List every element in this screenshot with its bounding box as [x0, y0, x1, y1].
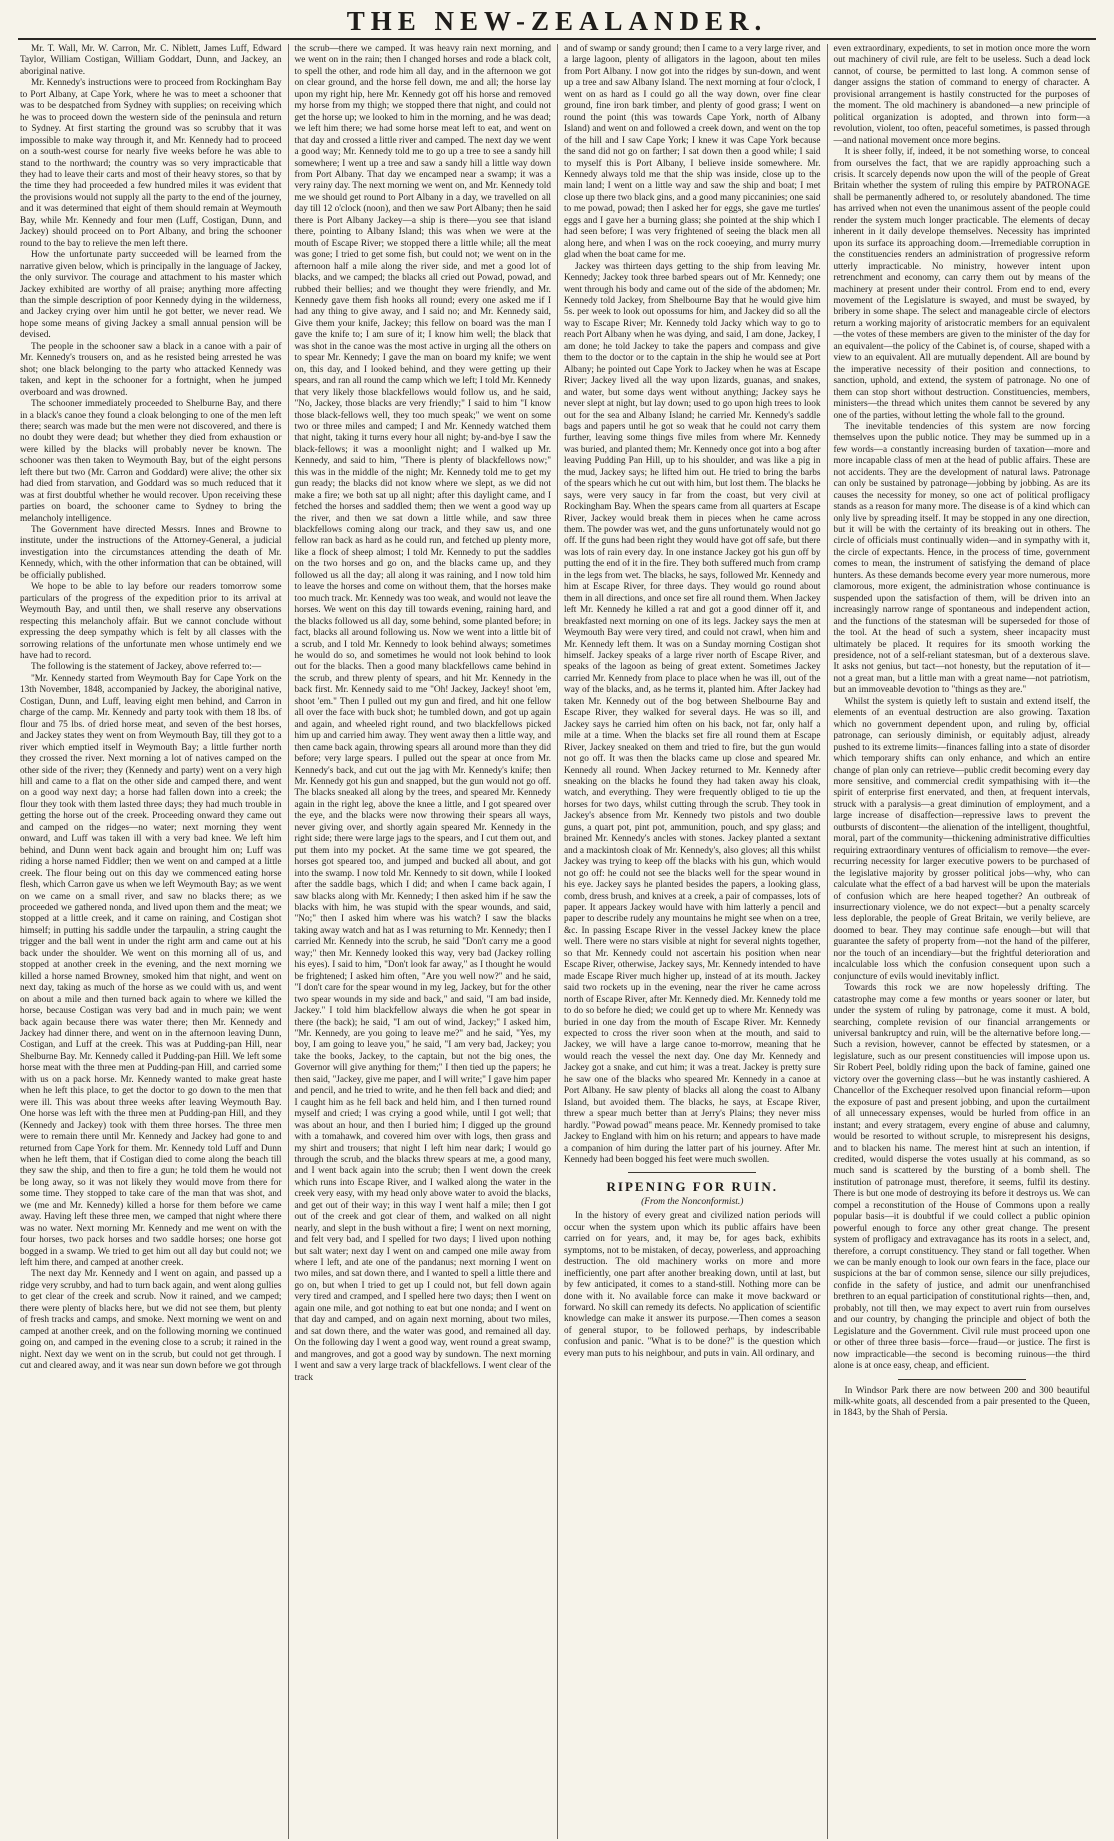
paragraph: In Windsor Park there are now between 200 and 300 beautiful milk-white goats, all descended from a pair presented to the Queen, in 1843, by the Shah of Persia. — [833, 1385, 1090, 1419]
column-2 — [288, 44, 558, 1839]
column-4-footer — [834, 1386, 1091, 1420]
columns — [18, 44, 1096, 1839]
paragraph: Whilst the system is quietly left to sustain and extend itself, the elements of an eventual destruction are also growing. Taxation which no government dependent upon, and ruling by, official patronage, can seriously diminish, or equitably adjust, already pushed to its extreme limits—finances falling into a state of disorder which temporary shifts can only enhance, and which an entire change of plan only can retrieve—public credit becoming every day more sensitive, and commercial credit sympathising with it—the spirit of enterprise first enervated, and then, at frequent intervals, struck with a paralysis—a great diminution of employment, and a large increase of disaffection—repressive laws to prevent the outbursts of discontent—the alienation of the intelligent, thoughtful, moral, part of the community—thickening administrative difficulties requiring extraordinary ventures of officialism to remove—the ever-recurring necessity for larger executive powers to be purchased of the legislative majority by grosser political jobs—why, who can calculate what the effect of a bad harvest will be upon the materials of confusion which are here heaped together? An outbreak of insurrectionary violence, we do not expect—but a penalty scarcely less deplorable, the people of Great Britain, we verily believe, are doomed to bear. They may continue safe enough—but will that guarantee the safety of property from—not the hand of the pilferer, nor the touch of an incendiary—but the frightful deterioration and incalculable loss which the confusion consequent upon such a conjuncture of evils would inevitably inflict. — [833, 696, 1090, 982]
paragraph: The schooner immediately proceeded to Shelburne Bay, and there in a black's canoe they found a cloak belonging to one of the men left there; search was made but the men were not discovered, and there is no doubt they were dead; but whether they died from exhaustion or were killed by the blacks will probably never be known. The schooner was then taken to Weymouth Bay, but of the eight persons left there but two (Mr. Carron and Goddard) were alive; the other six had died from starvation, and Goddard was so much reduced that it was at first doubtful whether he would recover. Upon receiving these parties on board, the schooner came to Sydney to bring the melancholy intelligence. — [20, 399, 282, 524]
paragraph: even extraordinary, expedients, to set in motion once more the worn out machinery of civil rule, are felt to be useless. Such a dead lock cannot, of course, be permitted to last long. A common sense of danger assigns the station of command to energy of character. A provisional arrangement is hastily constructed for the purposes of the moment. The old machinery is abandoned—a new principle of political organization is adopted, and thrown into form—a revolution, violent, too often, peaceful sometimes, is passed through—and national movement once more begins. — [833, 44, 1090, 146]
paragraph: How the unfortunate party succeeded will be learned from the narrative given below, which is principally in the language of Jackey, the only survivor. The courage and attachment to his master which Jackey exhibited are worthy of all praise; anything more affecting than the simple description of poor Kennedy dying in the wilderness, and Jackey crying over him until he got better, we never read. We hope some means of giving Jackey a small annual pension will be devised. — [20, 250, 282, 341]
column-4-body — [834, 44, 1091, 1373]
column-3-bottom — [564, 1211, 821, 1360]
divider-rule-2 — [898, 1379, 1026, 1380]
masthead: THE NEW-ZEALANDER. — [18, 4, 1096, 40]
paragraph: "Mr. Kennedy started from Weymouth Bay for Cape York on the 13th November, 1848, accompanied by Jackey, the aboriginal native, Costigan, Dunn, and Luff, leaving eight men behind, and Carron in charge of the camp. Mr. Kennedy and party took with them 18 lbs. of flour and 75 lbs. of dried horse meat, and seven of the best horses, and Jackey states they went on from Weymouth Bay, till they got to a river which emptied itself in Weymouth Bay; a little further north they crossed the river. Next morning a lot of natives camped on the other side of the river; they (Kennedy and party) went on a very high hill and came to a flat on the other side and camped there, and went on a good way next day; a horse had fallen down into a creek; the flour they took with them lasted three days; they had much trouble in getting the horse out of the creek. Proceeding onward they came out and camped on the ridges—no water; next morning they went onward, and Luff was taken ill with a very bad knee. We left him behind, and Dunn went back again and brought him on; Luff was riding a horse named Fiddler; then we went on and camped at a little creek. The flour being out on this day we commenced eating horse flesh, which Carron gave us when we left Weymouth Bay; as we went on we came on a small river, and saw no blacks there; as we proceeded we gathered nonda, and lived upon them and the meat; we stopped at a little creek, and it came on raining, and Costigan shot himself; in putting his saddle under the tarpaulin, a string caught the trigger and the ball went in under the right arm and came out at his back under the shoulder. We went on this morning all of us, and stopped at another creek in the evening, and the next morning we killed a horse named Browney, smoked him that night, and went on next day, taking as much of the horse as we could with us, and went on about a mile and then turned back again to where we killed the horse, because Costigan was very bad and in much pain; we went back again because there was water there; then Mr. Kennedy and Jackey had dinner there, and went on in the afternoon leaving Dunn, Costigan, and Luff at the creek. This was at Pudding-pan Hill, near Shelburne Bay. Mr. Kennedy called it Pudding-pan Hill. We left some horse meat with the three men at Pudding-pan Hill, and carried some with us on a pack horse. Mr. Kennedy wanted to make great haste when he left this place, to get the doctor to go down to the men that were ill. This was about three weeks after leaving Weymouth Bay. One horse was left with the three men at Pudding-pan Hill, and they (Kennedy and Jackey) took with them three horses. The three men were to remain there until Mr. Kennedy and Jackey had gone to and returned from Cape York for them. Mr. Kennedy told Luff and Dunn when he left them, that if Costigan died to come along the beach till they saw the ship, and then to fire a gun; he told them he would not be long away, so it was not likely they would move from there for some time. They stopped to take care of the man that was shot, and we (me and Mr. Kennedy) killed a horse for them before we came away. Having left these three men, we camped that night where there was no water. Next morning Mr. Kennedy and me went on with the four horses, two pack horses and two saddle horses; one horse got bogged in a swamp. We tried to get him out all day but could not; we left him there, and camped at another creek. — [20, 673, 282, 1269]
paragraph: Jackey was thirteen days getting to the ship from leaving Mr. Kennedy; Jackey took three barbed spears out of Mr. Kennedy; one went through his body and came out of the side of the abdomen; Mr. Kennedy told Jackey, from Shelbourne Bay that he would give him 5s. per week to look out opossums for him, and Jackey did so all the way to Escape River; Mr. Kennedy told Jacky which way to go to reach Port Albany when he was dying, and said, I am done, Jackey, I am done; he told Jackey to take the papers and compass and give them to the doctor or to the captain in the ship he would see at Port Albany; he pointed out Cape York to Jackey when he was at Escape River; Jackey lived all the way upon lizards, guanas, and snakes, and water, but some days went without anything; Jackey says he never slept at night, but lay down; used to go upon high trees to look out for the sea and Albany Island; he carried Mr. Kennedy's saddle bags and papers until he got so weak that he could not carry them further, leaving some things five miles from where Mr. Kennedy was buried, and planted them; Mr. Kennedy once got into a bog after leaving Pudding Pan Hill, up to his shoulder, and was like a pig in the mud, Jackey says; he lifted him out. He tried to bring the barbs of the spears which he cut out with him, but lost them. The blacks he says, were very saucy in far from the coast, but very civil at Rockingham Bay. When the spears came from all quarters at Escape River, Jackey would break them in pieces when he came across them. The powder was wet, and the guns unfortunately would not go off. If the guns had been right they would have got off safe, but there was lots of rain every day. In one instance Jackey got his gun off by putting the end of it in the fire. They both suffered much from cramp in the legs from wet. The blacks, he says, followed Mr. Kennedy and him at Escape River, for three days. They would go round about them in all directions, and once set fire all round them. When Jackey left Mr. Kennedy he killed a rat and got a good dinner off it, and breakfasted next morning on one of its legs. Jackey says the men at Weymouth Bay were very tired, and could not crawl, when him and Mr. Kennedy left them. It was on a Sunday morning Costigan shot himself. Jackey speaks of a large river north of Escape River, and speaks of the lagoon as being of great extent. Sometimes Jackey carried Mr. Kennedy from place to place when he was ill, out of the way of the blacks, and, as he terms it, planted him. After Jackey had taken Mr. Kennedy out of the bog between Shelbourne Bay and Escape River, they walked for several days. He was so ill, and Jackey says he carried him often on his back, not far, only half a mile at a time. When the blacks set fire all round them at Escape River, Jackey sneaked on them and tried to fire, but the gun would not go off. It was then the blacks came up close and speared Mr. Kennedy all round. When Jackey returned to Mr. Kennedy after sneaking on the blacks he found they had taken away his cloak, watch, and everything. They were frequently obliged to tie up the horses for two days, whilst cutting through the scrub. They took in Jackey's absence from Mr. Kennedy two pistols and two double guns, a quart pot, pint pot, ammunition, pouch, and spy glass; and brained Mr. Kennedy's ancles with stones. Jackey planted a sextant and a mackintosh cloak of Mr. Kennedy's, also gloves; all this whilst Jackey was trying to keep off the blacks with his gun, which would not go off: he could not see the blacks well for the spear wound in his eye. Jackey says he planted besides the papers, a looking glass, comb, dress brush, and knives at a creek, a pair of compasses, lots of paper. It appears Jackey would have with him latterly a pencil and paper to describe rudely any mountains he might see when on a tree, &c. In passing Escape River in the vessel Jackey knew the place well. There were no stars visible at night for several nights together, so that Mr. Kennedy could not ascertain his position when near Escape River, otherwise, Jackey says, Mr. Kennedy intended to have made Escape River much higher up, instead of at its mouth. Jackey said two rockets up in the evening, near the river he came across north of Escape River, after Mr. Kennedy died. Mr. Kennedy told me to do so before he died; we could get up to where Mr. Kennedy was buried in one day from the mouth of Escape River. Mr. Kennedy expected to cross the river soon when at the mouth, and said to Jackey, we will have a large canoe to-morrow, meaning that he would reach the vessel the next day. One day Mr. Kennedy and Jackey got a snake, and cut him; it was a treat. Jackey is pretty sure he saw one of the blacks who speared Mr. Kennedy in a canoe at Port Albany. He saw plenty of blacks all along the coast to Albany Island, but avoided them. The blacks, he says, at Escape River, threw a spear much better than at Jerry's Plains; they never miss hardly. "Powad powad" means peace. Mr. Kennedy promised to take Jackey to England with him on his return; and appears to have made a companion of him during the latter part of his journey. After Mr. Kennedy had been bogged his feet were much swollen. — [564, 261, 821, 1165]
paragraph: the scrub—there we camped. It was heavy rain next morning, and we went on in the rain; then I changed horses and rode a black colt, to spell the other, and rode him all day, and in the afternoon we got on clear ground, and the horse fell down, me and all; the horse lay upon my right hip, here Mr. Kennedy got off his horse and removed my horse from my thigh; we stopped there that night, and could not get the horse up; we looked to him in the morning, and he was dead; we left him there; we had some horse meat left to eat, and went on that day and crossed a little river and camped. The next day we went a good way; Mr. Kennedy told me to go up a tree to see a sandy hill somewhere; I went up a tree and saw a sandy hill a little way down from Port Albany. That day we encamped near a swamp; it was a very rainy day. The next morning we went on, and Mr. Kennedy told me we should get round to Port Albany in a day, we travelled on all day till 12 o'clock (noon), and then we saw Port Albany; then he said there is Port Albany Jackey—a ship is there—you see that island there, pointing to Albany Island; this was when we were at the mouth of Escape River; we stopped there a little while; all the meat was gone; I tried to get some fish, but could not; we went on in the afternoon half a mile along the river side, and met a good lot of blacks, and we camped; the blacks all cried out Powad, powad, and rubbed their bellies; and we thought they were friendly, and Mr. Kennedy gave them fish hooks all round; every one asked me if I had any thing to give away, and I said no; and Mr. Kennedy said, Give them your knife, Jackey; this fellow on board was the man I gave the knife to; I am sure of it; I know him well; the black that was shot in the canoe was the most active in urging all the others on to spear Mr. Kennedy; I gave the man on board my knife; we went on, this day, and I looked behind, and they were getting up their spears, and ran all round the camp which we left; I told Mr. Kennedy that very likely those blackfellows would follow us, and he said, "No, Jackey, those blacks are very friendly;" I said to him "I know those black-fellows well, they too much speak;" we went on some two or three miles and camped; I and Mr. Kennedy watched them that night, taking it turns every hour all night; by-and-bye I saw the black-fellows; it was a moonlight night; and I walked up Mr. Kennedy, and said to him, "There is plenty of blackfellows now;" this was in the middle of the night; Mr. Kennedy told me to get my gun ready; the blacks did not know where we slept, as we did not make a fire; we both sat up all night; after this daylight came, and I fetched the horses and saddled them; then we went a good way up the river, and then we sat down a little while, and saw three blackfellows coming along our track, and they saw us, and one fellow ran back as hard as he could run, and fetched up plenty more, like a flock of sheep almost; I told Mr. Kennedy to put the saddles on the two horses and go on, and the blacks came up, and they followed us all the day; all along it was raining, and I now told him to leave the horses and come on without them, that the horses make too much track. Mr. Kennedy was too weak, and would not leave the horses. We went on this day till towards evening, raining hard, and the blacks followed us all day, some behind, some planted before; in fact, blacks all around following us. Now we went into a little bit of a scrub, and I told Mr. Kennedy to look behind always; sometimes he would do so, and sometimes he would not look behind to look out for the blacks. Then a good many blackfellows came behind in the scrub, and threw plenty of spears, and hit Mr. Kennedy in the back first. Mr. Kennedy said to me "Oh! Jackey, Jackey! shoot 'em, shoot 'em." Then I pulled out my gun and fired, and hit one fellow all over the face with buck shot; he tumbled down, and got up again and again, and wheeled right round, and two blackfellows picked him up and carried him away. They went away then a little way, and then came back again, throwing spears all around more than they did before; very large spears. I pulled out the spear at once from Mr. Kennedy's back, and cut out the jag with Mr. Kennedy's knife; then Mr. Kennedy got his gun and snapped, but the gun would not go off. The blacks sneaked all along by the trees, and speared Mr. Kennedy again in the right leg, above the knee a little, and I got speared over the eye, and the blacks were now throwing their spears all ways, never giving over, and shortly again speared Mr. Kennedy in the right side; there were large jags to the spears, and I cut them out, and put them into my pocket. At the same time we got speared, the horses got speared too, and jumped and bucked all about, and got into the swamp. I now told Mr. Kennedy to sit down, while I looked after the saddle bags, which I did; and when I came back again, I saw blacks along with Mr. Kennedy; I then asked him if he saw the blacks with him, he was stupid with the spear wounds, and said, "No;" then I asked him where was his watch? I saw the blacks taking away watch and hat as I was returning to Mr. Kennedy; then I carried Mr. Kennedy into the scrub, he said "Don't carry me a good way;" then Mr. Kennedy looked this way, very bad (Jackey rolling his eyes). I said to him, "Don't look far away," as I thought he would be frightened; I asked him often, "Are you well now?" and he said, "I don't care for the spear wound in my leg, Jackey, but for the other two spear wounds in my side and back," and said, "I am bad inside, Jackey." I told him blackfellow always die when he got spear in there (the back); he said, "I am out of wind, Jackey;" I asked him, "Mr. Kennedy, are you going to leave me?" and he said, "Yes, my boy, I am going to leave you," he said, "I am very bad, Jackey; you take the books, Jackey, to the captain, but not the big ones, the Governor will give anything for them;" I then tied up the papers; he then said, "Jackey, give me paper, and I will write;" I gave him paper and pencil, and he tried to write, and he then fell back and died; and I caught him as he fell back and held him, and I then turned round myself and cried; I was crying a good while, until I got well; that was about an hour, and then I buried him; I digged up the ground with a tomahawk, and covered him over with logs, then grass and my shirt and trousers; that night I left him near dark; I would go through the scrub, and the blacks threw spears at me, a good many, and I went back again into the scrub; then I went down the creek which runs into Escape River, and I walked along the water in the creek very easy, with my head only above water to avoid the blacks, and get out of their way; in this way I went half a mile; then I got out of the creek and got clear of them, and walked on all night nearly, and slept in the bush without a fire; I went on next morning, and felt very bad, and I spelled for two days; I lived upon nothing but salt water; next day I went on and camped one mile away from where I left, and ate one of the pandanus; next morning I went on two miles, and sat down there, and I wanted to spell a little there and go on, but when I tried to get up I could not, but fell down again very tired and cramped, and I spelled here two days; then I went on again one mile, and got nothing to eat but one nonda; and I went on that day and camped, and on again next morning, about two miles, and sat down there, and the water was good, and remained all day. On the following day I went a good way, went round a great swamp, and mangroves, and got a good way by sundown. The next morning I went and saw a very large track of blackfellows. I went clear of the track — [294, 44, 552, 1383]
divider-rule — [628, 1172, 756, 1173]
paragraph: The following is the statement of Jackey, above referred to:— — [31, 662, 262, 673]
paragraph: Mr. T. Wall, Mr. W. Carron, Mr. C. Niblett, James Luff, Edward Taylor, William Costigan, William Goddart, Dunn, and Jackey, an aboriginal native. — [20, 44, 282, 77]
article-source: (From the Nonconformist.) — [641, 1197, 744, 1208]
column-4 — [827, 44, 1097, 1839]
paragraph: The Government have directed Messrs. Innes and Browne to institute, under the instructions of the Attorney-General, a judicial investigation into the circumstances attending the death of Mr. Kennedy, which, with the other information that can be obtained, will be officially published. — [20, 525, 282, 581]
paragraph: and of swamp or sandy ground; then I came to a very large river, and a large lagoon, plenty of alligators in the lagoon, about ten miles from Port Albany. I now got into the ridges by sun-down, and went up a tree and saw Albany Island. The next morning at four o'clock, I went on as hard as I could go all the way down, over fine clear ground, fine iron bark timber, and plenty of good grass; I went on round the point (this was towards Cape York, north of Albany Island) and went on and followed a creek down, and went on the top of the hill and I saw Cape York; I knew it was Cape York because the sand did not go on farther; I sat down then a good while; I said to myself this is Port Albany, I believe inside somewhere. Mr. Kennedy always told me that the ship was inside, close up to the main land; I went on a little way and saw the ship and boat; I met close up there two black gins, and a good many piccaninies; one said to me powad, powad; then I asked her for eggs, she gave me turtles' eggs and I gave her a burning glass; she pointed at the ship which I had seen before; I was very frightened of seeing the black men all along here, and when I was on the rock cooeying, and murry murry glad when the boat came for me. — [564, 44, 821, 261]
paragraph: We hope to be able to lay before our readers tomorrow some particulars of the progress of the expedition prior to its arrival at Weymouth Bay, and until then, we shall reserve any observations respecting this melancholy affair. But we cannot conclude without expressing the deep sympathy which is felt by all classes with the sorrowing relations of the unfortunate men whose untimely end we have had to record. — [20, 582, 282, 662]
paragraph: Mr. Kennedy's instructions were to proceed from Rockingham Bay to Port Albany, at Cape York, where he was to meet a schooner that was to be despatched from Sydney with supplies; on receiving which he was to proceed down the western side of the peninsula and return to Sydney. At first starting the ground was so scrubby that it was impossible to make way through it, and Mr. Kennedy had to proceed on a south-west course for nearly five weeks before he was able to stand to the northward; the country was so very impracticable that they had to leave their carts and most of their heavy stores, so that by the time they had proceeded a few hundred miles it was evident that the provisions would not supply all the party to the end of the journey, and it was determined that eight of them should remain at Weymouth Bay, while Mr. Kennedy and four men (Luff, Costigan, Dunn, and Jackey) should proceed on to Port Albany, and bring the schooner round to the bay to relieve the men left there. — [20, 78, 282, 249]
paragraph: The people in the schooner saw a black in a canoe with a pair of Mr. Kennedy's trousers on, and as he resisted being arrested he was shot; one black belonging to the party who attacked Kennedy was taken, and kept in the schooner for a fortnight, when he jumped overboard and was drowned. — [20, 341, 282, 398]
paragraph: It is sheer folly, if, indeed, it be not something worse, to conceal from ourselves the fact, that we are rapidly approaching such a crisis. It scarcely depends now upon the will of the people of Great Britain whether the system of ruling this empire by PATRONAGE shall be permanently adhered to, or resolutely abandoned. The time has arrived when not even the unanimous assent of the people could render the system much longer practicable. The elements of decay inherent in it daily develope themselves. Necessity has imprinted upon its surface its approaching doom.—Irremediable corruption in the constituencies renders an administration of progressive reform utterly impracticable. No ministry, however intent upon retrenchment and economy, can carry them out by means of the machinery at present under their control. From end to end, every movement of the Legislature is swayed, and must be swayed, by bribery in some shape. The select and manageable circle of electors return a working majority of aristocratic members for an equivalent—the votes of these members are given to the minister of the day for an equivalent—the policy of the Cabinet is, of course, shaped with a view to an equivalent. All are mutually dependent. All are bound by the imperative necessity of their position and connections, to sanction, uphold, and extend, the system of patronage. No one of them can stop short without destruction. Constituencies, members, ministers—the thread which unites them cannot be severed by any one of the parties, without letting the whole fall to the ground. — [833, 147, 1090, 421]
paragraph: In the history of every great and civilized nation periods will occur when the system upon which its public affairs have been carried on for years, and, it may be, for ages back, exhibits symptoms, not to be mistaken, of decay, powerless, and approaching destruction. The old machinery works on more and more inefficiently, one part after another breaking down, until at last, but by few anticipated, it comes to a stand-still. Nothing more can be done with it. No available force can make it move backward or forward. No skill can remedy its defects. No application of scientific knowledge can make it answer its purpose.—Then comes a season of general stupor, to be followed perhaps, by indescribable confusion and panic. "What is to be done?" is the question which every man puts to his neighbour, and puts in vain. All ordinary, and — [564, 1211, 821, 1359]
paragraph: The inevitable tendencies of this system are now forcing themselves upon the public notice. They may be summed up in a few words—a constantly increasing burden of taxation—more and more incapable class of men at the head of public affairs. These are not accidents. They are the development of natural laws. Patronage can only be sustained by patronage—jobbing by jobbing. As are its causes the necessity for money, so one act of political profligacy stands as a reason for many more. The disease is of a kind which can only live by spreading itself. It may be stopped in any one direction, but it will be with the certainty of its breaking out in others. The circle of officials must continually widen—and in sympathy with it, the circle of expectants. Hence, in the process of time, government comes to mean, the instrument of satisfying the demand of place hunters. As these demands become every year more numerous, more clamorous, more exigent, the administration whose continuance is suspended upon the satisfaction of them, will be driven into an increasingly narrow range of spontaneous and independent action, and the functions of the statesman will be superseded for those of the tool. At the head of such a system, sheer incapacity must ultimately be placed. It requires for its smooth working the presidence, not of a self-reliant statesman, but of a dexterous slave. It asks not genius, but tact—not honesty, but the reputation of it—not a great man, but a little man with a great name—not patriotism, but an immoveable devotion to "things as they are." — [833, 421, 1090, 696]
paragraph: Towards this rock we are now hopelessly drifting. The catastrophe may come a few months or years sooner or later, but under the system of ruling by patronage, come it must. A bold, searching, complete revision of our financial arrangements or universal bankruptcy and ruin, will be the alternative before long.—Such a revision, however, cannot be effected by statesmen, or a legislature, such as our present constituencies will impose upon us. Sir Robert Peel, boldly riding upon the back of famine, gained one victory over the governing class—but he was instantly cashiered. A Chancellor of the Exchequer resolved upon financial reform—upon the exposure of past and present jobbing, and upon the curtailment of all unnecessary expenses, would be hurled from office in an instant; and every stratagem, every engine of abuse and calumny, would be resorted to without scruple, to misrepresent his designs, and to blacken his name. The merest hint at such an intention, if credited, would disperse the votes usually at his command, as so much sand is scattered by the bursting of a bomb shell. The institution of patronage must, therefore, it seems, fulfil its destiny. There is but one mode of destroying its before it destroys us. We can compel a reconstitution of the House of Commons upon a really popular basis—it is doubtful if we could collect a public opinion powerful enough to force any other great change. The present system of profligacy and extravagance has its roots in a select, and, therefore, a corrupt constituency. They stand or fall together. When we can be manly enough to look our own fears in the face, place our suspicions at the bar of common sense, silence our silly prejudices, confide in the safety of justice, and admit our unenfranchised brethren to an equal participation of constitutional rights—then, and, probably, not till then, we may expect to avert ruin from ourselves and our country, by changing the principle and object of both the Legislature and the Government. Civil rule must proceed upon one or other of three three basis—force—fraud—or justice. The first is now impracticable—the second is becoming ruinous—the third alone is at once easy, cheap, and efficient. — [833, 983, 1090, 1372]
paragraph: The next day Mr. Kennedy and I went on again, and passed up a ridge very scrubby, and had to turn back again, and went along gullies to get clear of the creek and scrub. Now it rained, and we camped; there were plenty of blacks here, but we did not see them, but plenty of fresh tracks and camps, and smoke. Next morning we went on and camped at another creek, and on the following morning we continued going on, and camped in the evening close to a scrub; it rained in the night. Next day we went on in the scrub, but could not get through. I cut and cleared away, and it was near sun down before we got through — [20, 1269, 282, 1372]
column-3-top — [564, 44, 821, 1166]
article-title: RIPENING FOR RUIN. — [606, 1179, 778, 1195]
column-3 — [557, 44, 827, 1839]
column-1 — [18, 44, 288, 1839]
